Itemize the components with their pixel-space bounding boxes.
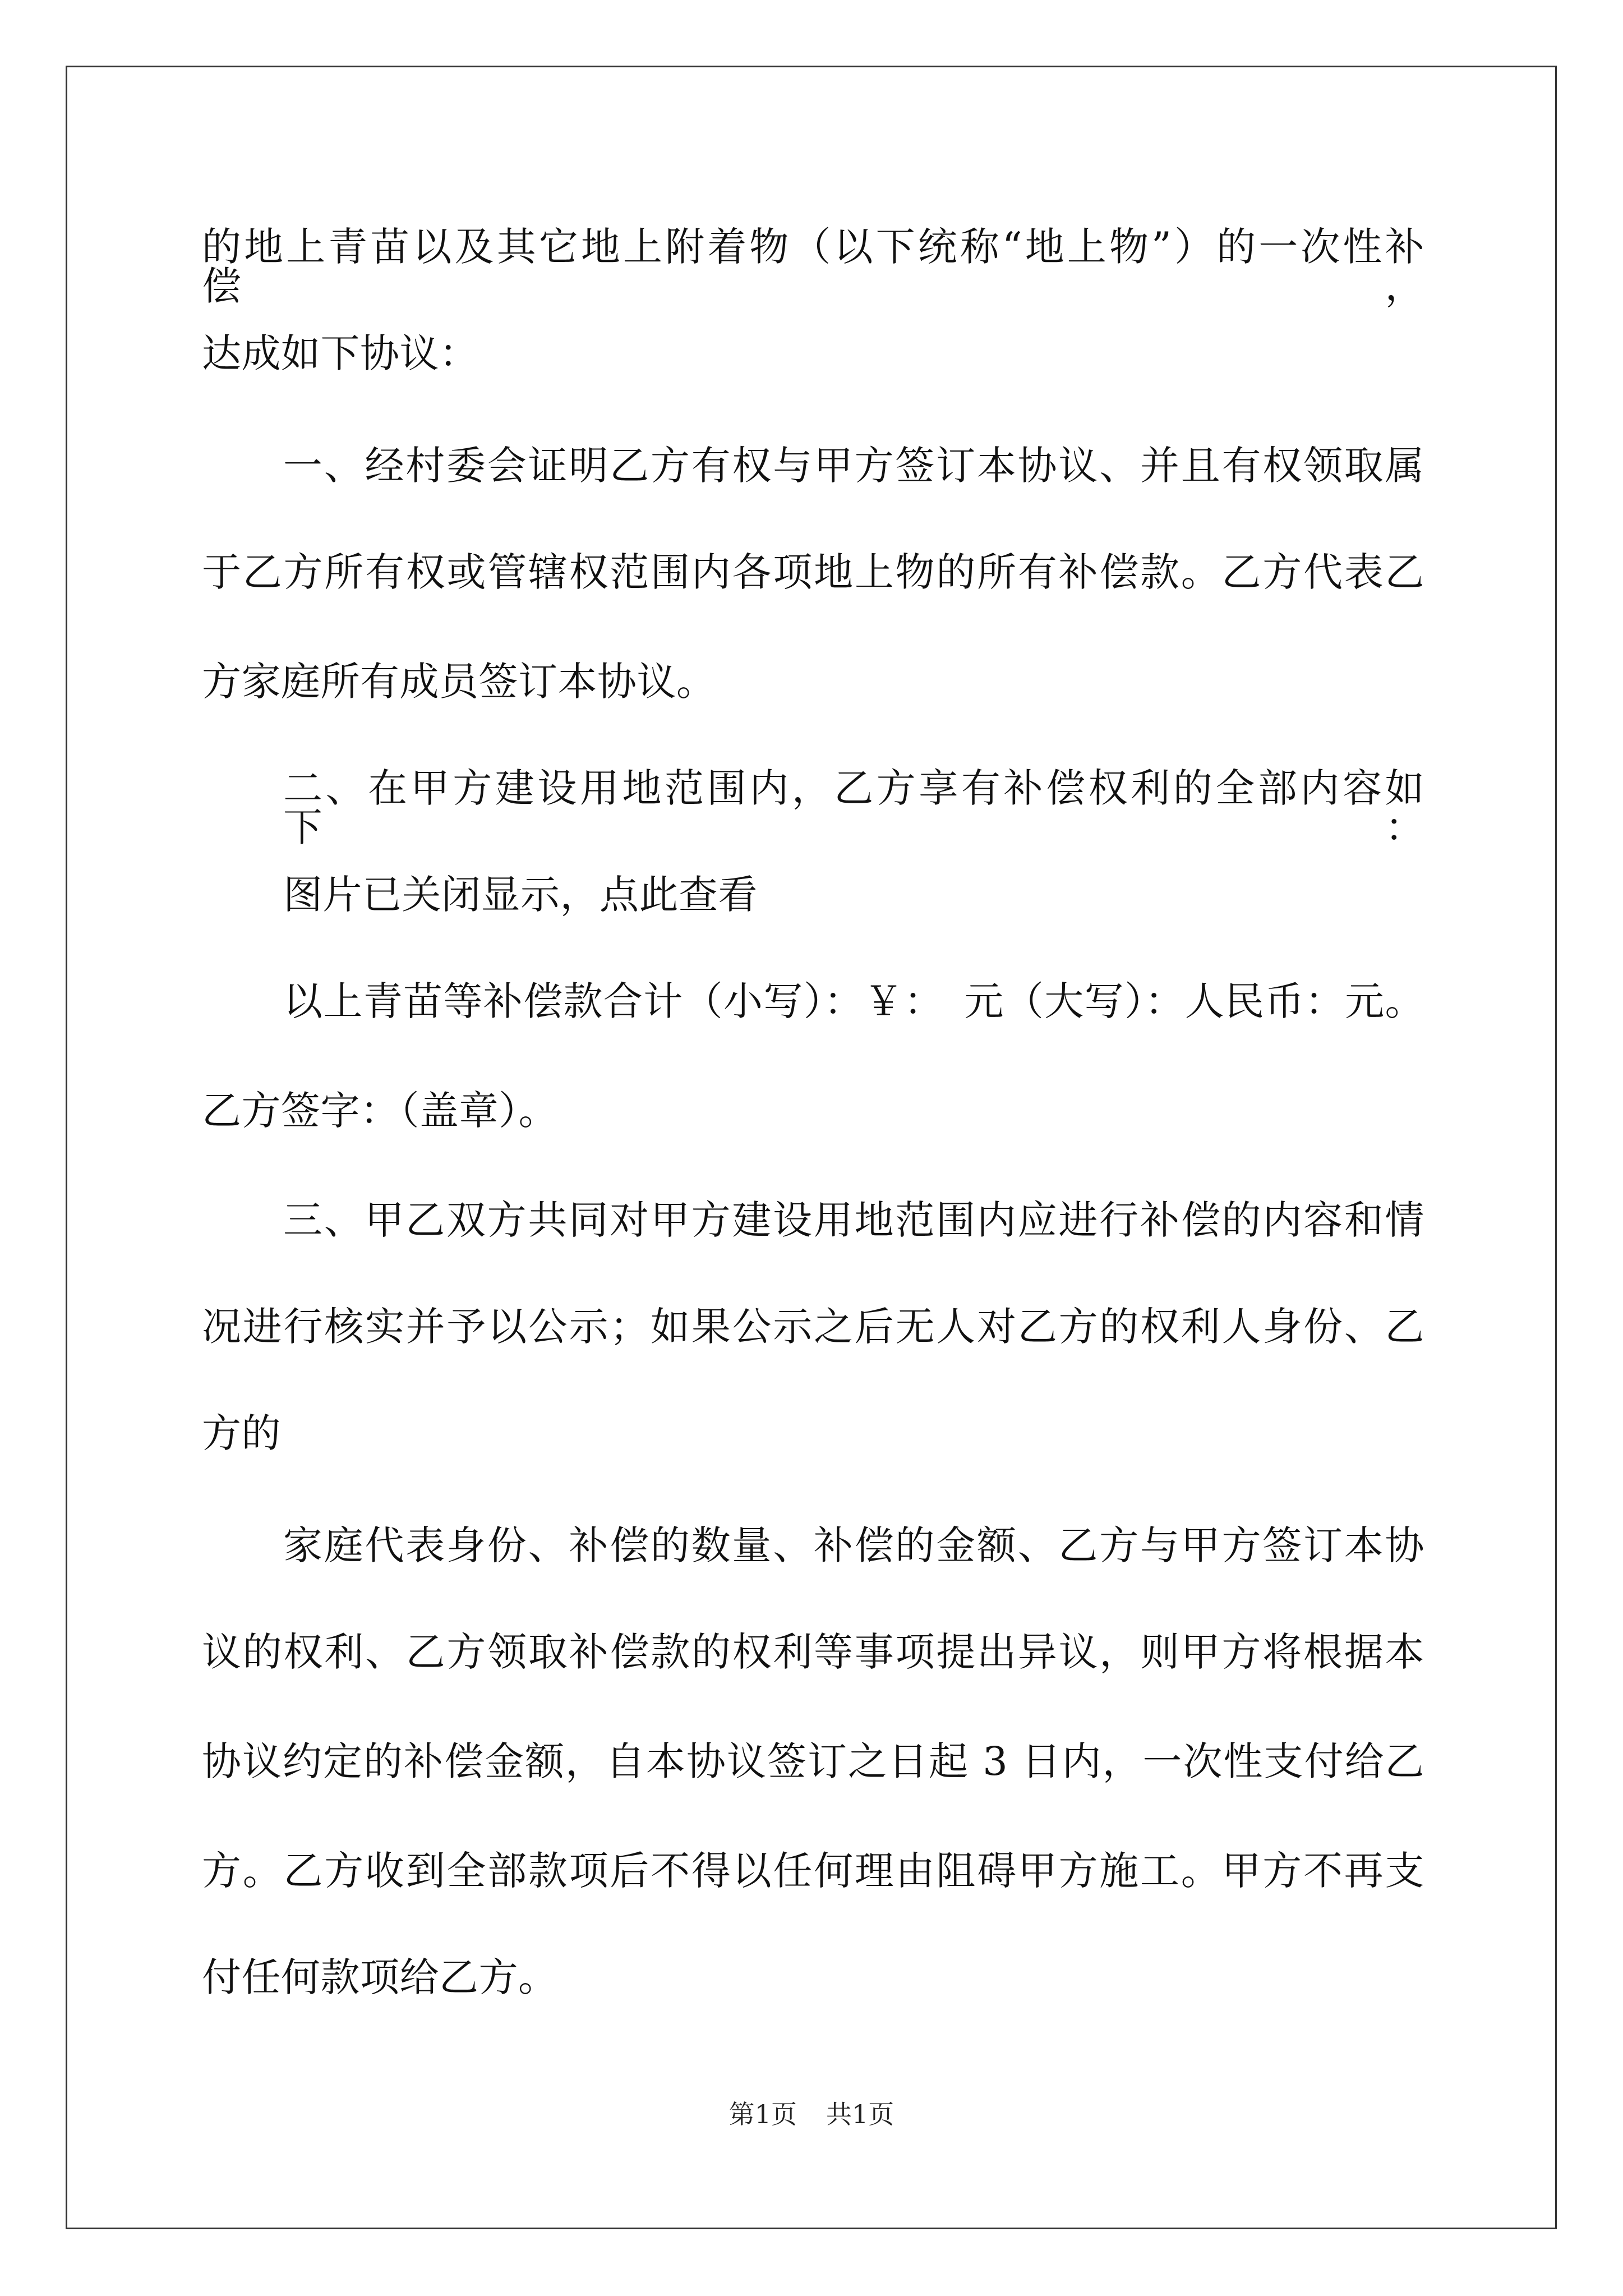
page-number-current: 第1页	[728, 2099, 797, 2129]
signature-line: 乙方签字：（盖章）。	[202, 1088, 558, 1134]
clause-1-line: 方家庭所有成员签订本协议。	[202, 659, 716, 705]
page-number-total: 共1页	[826, 2099, 895, 2129]
clause-3-line: 家庭代表身份、补偿的数量、补偿的金额、乙方与甲方签订本协	[283, 1522, 1424, 1568]
clause-1-line: 一、经村委会证明乙方有权与甲方签订本协议、并且有权领取属	[283, 443, 1424, 489]
clause-3-line: 方。乙方收到全部款项后不得以任何理由阻碍甲方施工。甲方不再支	[202, 1848, 1424, 1894]
clause-3-line: 三、甲乙双方共同对甲方建设用地范围内应进行补偿的内容和情	[283, 1197, 1424, 1243]
clause-3-line: 况进行核实并予以公示；如果公示之后无人对乙方的权利人身份、乙	[202, 1304, 1424, 1350]
clause-3-line: 付任何款项给乙方。	[202, 1954, 558, 2000]
text-line: 达成如下协议：	[202, 330, 479, 376]
clause-3-line: 协议约定的补偿金额，自本协议签订之日起 3 日内，一次性支付给乙	[202, 1738, 1424, 1784]
text-line: 的地上青苗以及其它地上附着物（以下统称“地上物”）的一次性补偿，	[202, 224, 1424, 309]
image-placeholder-link[interactable]: 图片已关闭显示，点此查看	[283, 872, 758, 918]
clause-3-line: 议的权利、乙方领取补偿款的权利等事项提出异议，则甲方将根据本	[202, 1629, 1424, 1675]
compensation-total-line: 以上青苗等补偿款合计（小写）：￥： 元（大写）：人民币：元。	[283, 978, 1424, 1024]
clause-1-line: 于乙方所有权或管辖权范围内各项地上物的所有补偿款。乙方代表乙	[202, 549, 1424, 595]
page-footer	[0, 2094, 1623, 2131]
page-border	[66, 66, 1557, 2229]
clause-2-line: 二、在甲方建设用地范围内，乙方享有补偿权利的全部内容如下：	[283, 765, 1424, 850]
clause-3-line: 方的	[202, 1410, 281, 1456]
